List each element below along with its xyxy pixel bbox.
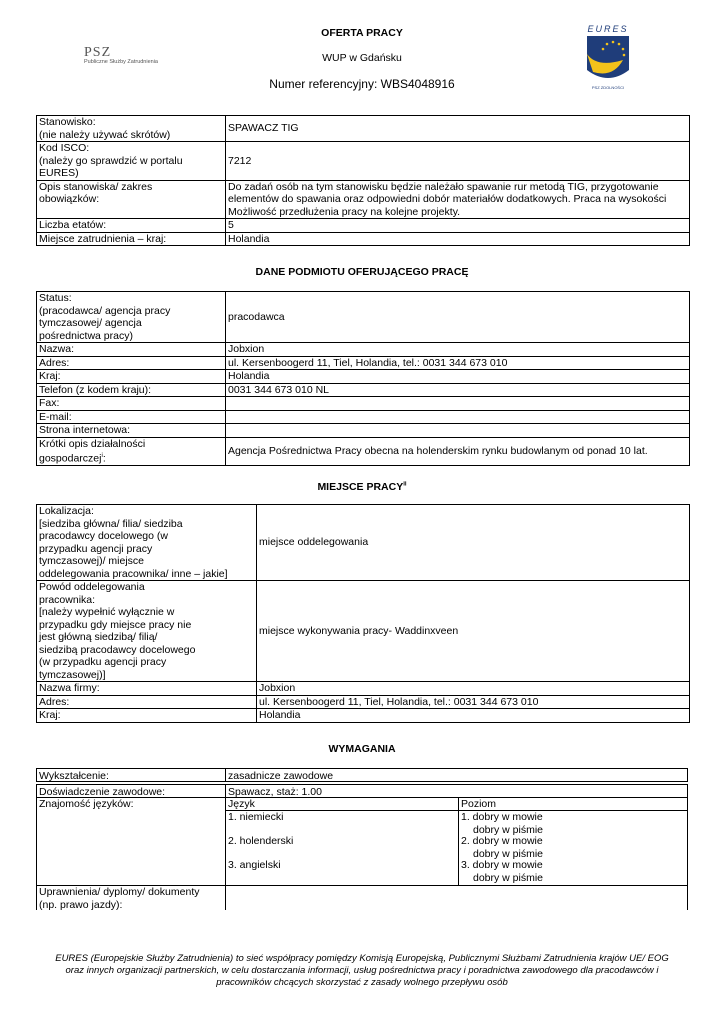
- table-cell: [37, 505, 257, 581]
- education-label: Wykształcenie:: [39, 770, 109, 782]
- table-row: [37, 709, 690, 723]
- language-writing-level: dobry w piśmie: [473, 872, 544, 884]
- table-row: [37, 581, 690, 682]
- company-name-value: Jobxion: [257, 682, 690, 696]
- psz-logo-subtitle: Publiczne Służby Zatrudnienia: [84, 59, 158, 65]
- language-name: 2. holenderski: [228, 835, 294, 847]
- language-name: 3. angielski: [228, 859, 281, 871]
- job-description-value: [226, 180, 690, 219]
- language-speaking-level: 1. dobry w mowie: [461, 811, 543, 823]
- table-cell: Kraj:: [37, 709, 257, 723]
- label-line: pracownika:: [39, 593, 96, 606]
- languages-label: Znajomość języków:: [39, 798, 134, 810]
- table-row: [37, 116, 690, 142]
- page-title: OFERTA PRACY: [321, 27, 403, 39]
- label-line: przypadku gdy miejsce pracy nie: [39, 618, 192, 631]
- table-cell: Fax:: [37, 397, 226, 411]
- employer-website-value: [226, 424, 690, 438]
- column-divider: [225, 798, 226, 886]
- label-line: tymczasowej)/ miejsce: [39, 555, 145, 567]
- footer-line: pracowników chcących skorzystać z zasady wolnego przepływu osób: [216, 977, 508, 988]
- label-line: [należy wypełnić wyłącznie w: [39, 606, 175, 618]
- section-title-employer: DANE PODMIOTU OFERUJĄCEGO PRACĘ: [255, 266, 469, 278]
- eures-logo-subtitle: PSZ ZDOLNOŚCI: [591, 85, 625, 90]
- table-cell: Strona internetowa:: [37, 424, 226, 438]
- label-line: EURES): [39, 167, 79, 179]
- workplace-address-value: ul. Kersenboogerd 11, Tiel, Holandia, tel.: 0031 344 673 010: [257, 695, 690, 709]
- employer-address-value: ul. Kersenboogerd 11, Tiel, Holandia, tel.: 0031 344 673 010: [226, 356, 690, 370]
- country-value: Holandia: [226, 232, 690, 246]
- label-line: pracodawcy docelowego (w: [39, 530, 168, 542]
- position-table: [36, 115, 690, 246]
- table-row: [37, 180, 690, 219]
- employer-table: [36, 291, 690, 466]
- label-line: (nie należy używać skrótów): [39, 128, 171, 141]
- label-line: tymczasowej/ agencja: [39, 317, 142, 329]
- table-cell: Kraj:: [37, 370, 226, 384]
- office-name: WUP w Gdańsku: [322, 52, 402, 64]
- table-cell: Liczba etatów:: [37, 219, 226, 233]
- table-cell: Telefon (z kodem kraju):: [37, 383, 226, 397]
- employer-description-value: Agencja Pośrednictwa Pracy obecna na holenderskim rynku budowlanym od ponad 10 lat.: [226, 437, 690, 466]
- label-line: Lokalizacja:: [39, 505, 94, 517]
- eures-emblem-icon: [583, 34, 633, 86]
- table-cell: [37, 180, 226, 219]
- employer-name-value: Jobxion: [226, 343, 690, 357]
- eures-logo-text: EURES: [587, 24, 629, 34]
- label-line: gospodarczej: [39, 452, 102, 465]
- isco-value: 7212: [226, 142, 690, 181]
- column-divider: [225, 769, 226, 781]
- status-value: pracodawca: [226, 292, 690, 343]
- footer-line: oraz innych organizacji partnerskich, w celu dostarczania informacji, usług pośrednictwa pracy i poradnictwa zawodowego dla pracodawców i: [65, 965, 659, 976]
- positions-count-value: 5: [226, 219, 690, 233]
- footnote-marker: i: [101, 453, 103, 459]
- label-line: siedzibą pracodawcy docelowego: [39, 643, 196, 656]
- section-title-text: MIEJSCE PRACY: [317, 481, 404, 493]
- language-writing-level: dobry w piśmie: [473, 824, 544, 836]
- table-cell: [37, 142, 226, 181]
- label-line: jest główną siedzibą/ filią/: [39, 631, 158, 643]
- label-line: przypadku agencji pracy: [39, 542, 153, 555]
- label-colon: :: [102, 452, 106, 465]
- table-row: [37, 424, 690, 438]
- label-line: Krótki opis działalności: [39, 437, 146, 450]
- label-line: obowiązków:: [39, 193, 100, 205]
- table-row: [37, 343, 690, 357]
- footer-note: [40, 953, 684, 989]
- column-divider: [225, 886, 226, 910]
- language-speaking-level: 2. dobry w mowie: [461, 835, 543, 847]
- label-line: Opis stanowiska/ zakres: [39, 180, 153, 193]
- footnote-marker: ii: [403, 481, 407, 488]
- label-line: oddelegowania pracownika/ inne – jakie]: [39, 567, 228, 580]
- table-cell: Miejsce zatrudnienia – kraj:: [37, 232, 226, 246]
- label-line: (np. prawo jazdy):: [39, 898, 123, 911]
- job-title-value: SPAWACZ TIG: [226, 116, 690, 142]
- label-line: tymczasowej)]: [39, 668, 106, 681]
- delegation-reason-value: miejsce wykonywania pracy- Waddinxveen: [257, 581, 690, 682]
- table-row: [37, 437, 690, 466]
- workplace-table: [36, 504, 690, 723]
- languages-block: [36, 798, 688, 886]
- table-cell: [37, 437, 226, 466]
- table-row: [37, 410, 690, 424]
- section-title-workplace: [0, 481, 724, 493]
- table-row: [37, 142, 690, 181]
- table-row: [37, 370, 690, 384]
- label-line: Status:: [39, 292, 72, 304]
- table-row: [37, 383, 690, 397]
- table-row: [36, 885, 688, 910]
- table-row: [37, 682, 690, 696]
- table-row: [37, 397, 690, 411]
- footer-line: EURES (Europejskie Służby Zatrudnienia) to sieć współpracy pomiędzy Komisją Europejską, Publicznymi Służbami Zatrudnienia krajów UE/ EOG: [55, 953, 669, 964]
- table-cell: [37, 116, 226, 142]
- language-writing-level: dobry w piśmie: [473, 848, 544, 860]
- language-speaking-level: 3. dobry w mowie: [461, 859, 543, 871]
- language-column-header: Język: [228, 798, 255, 810]
- eures-logo: [583, 24, 633, 94]
- experience-label: Doświadczenie zawodowe:: [39, 786, 166, 798]
- table-row: [37, 695, 690, 709]
- value-line: elementów do spawania oraz odpowiedni dobór materiałów dodatkowych. Praca na wysokości: [228, 193, 667, 205]
- label-line: pośrednictwa pracy): [39, 329, 133, 342]
- table-cell: [37, 292, 226, 343]
- language-name: 1. niemiecki: [228, 811, 284, 823]
- table-row: [37, 356, 690, 370]
- experience-value: Spawacz, staż: 1.00: [228, 786, 322, 798]
- section-title-requirements: WYMAGANIA: [328, 743, 396, 755]
- licenses-label: [39, 886, 200, 911]
- employer-country-value: Holandia: [226, 370, 690, 384]
- table-row: [37, 219, 690, 233]
- employer-fax-value: [226, 397, 690, 411]
- table-row: [37, 292, 690, 343]
- label-line: Powód oddelegowania: [39, 581, 145, 593]
- requirements-table: [36, 768, 688, 910]
- employer-phone-value: 0031 344 673 010 NL: [226, 383, 690, 397]
- value-line: Możliwość przedłużenia pracy na kolejne projekty.: [228, 205, 461, 218]
- education-value: zasadnicze zawodowe: [228, 770, 334, 782]
- employer-email-value: [226, 410, 690, 424]
- location-value: miejsce oddelegowania: [257, 505, 690, 581]
- table-row: [36, 768, 688, 782]
- table-cell: Adres:: [37, 356, 226, 370]
- label-line: (pracodawca/ agencja pracy: [39, 304, 171, 317]
- column-divider: [225, 785, 226, 797]
- table-cell: Nazwa firmy:: [37, 682, 257, 696]
- column-divider: [458, 798, 459, 886]
- table-row: [37, 232, 690, 246]
- reference-number: Numer referencyjny: WBS4048916: [269, 77, 455, 91]
- table-cell: [37, 581, 257, 682]
- row-divider: [225, 810, 688, 811]
- psz-logo-text: PSZ: [84, 45, 112, 60]
- psz-logo: [84, 45, 158, 65]
- workplace-country-value: Holandia: [257, 709, 690, 723]
- table-row: [37, 505, 690, 581]
- table-cell: Nazwa:: [37, 343, 226, 357]
- table-row: [36, 784, 688, 798]
- label-line: Kod ISCO:: [39, 142, 90, 154]
- label-line: (w przypadku agencji pracy: [39, 656, 167, 668]
- level-column-header: Poziom: [461, 798, 497, 810]
- table-cell: E-mail:: [37, 410, 226, 424]
- label-line: Uprawnienia/ dyplomy/ dokumenty: [39, 886, 200, 898]
- label-line: (należy go sprawdzić w portalu: [39, 154, 183, 167]
- label-line: [siedziba główna/ filia/ siedziba: [39, 517, 183, 530]
- label-line: Stanowisko:: [39, 116, 96, 128]
- table-cell: Adres:: [37, 695, 257, 709]
- value-line: Do zadań osób na tym stanowisku będzie należało spawanie rur metodą TIG, przygotowanie: [228, 180, 659, 193]
